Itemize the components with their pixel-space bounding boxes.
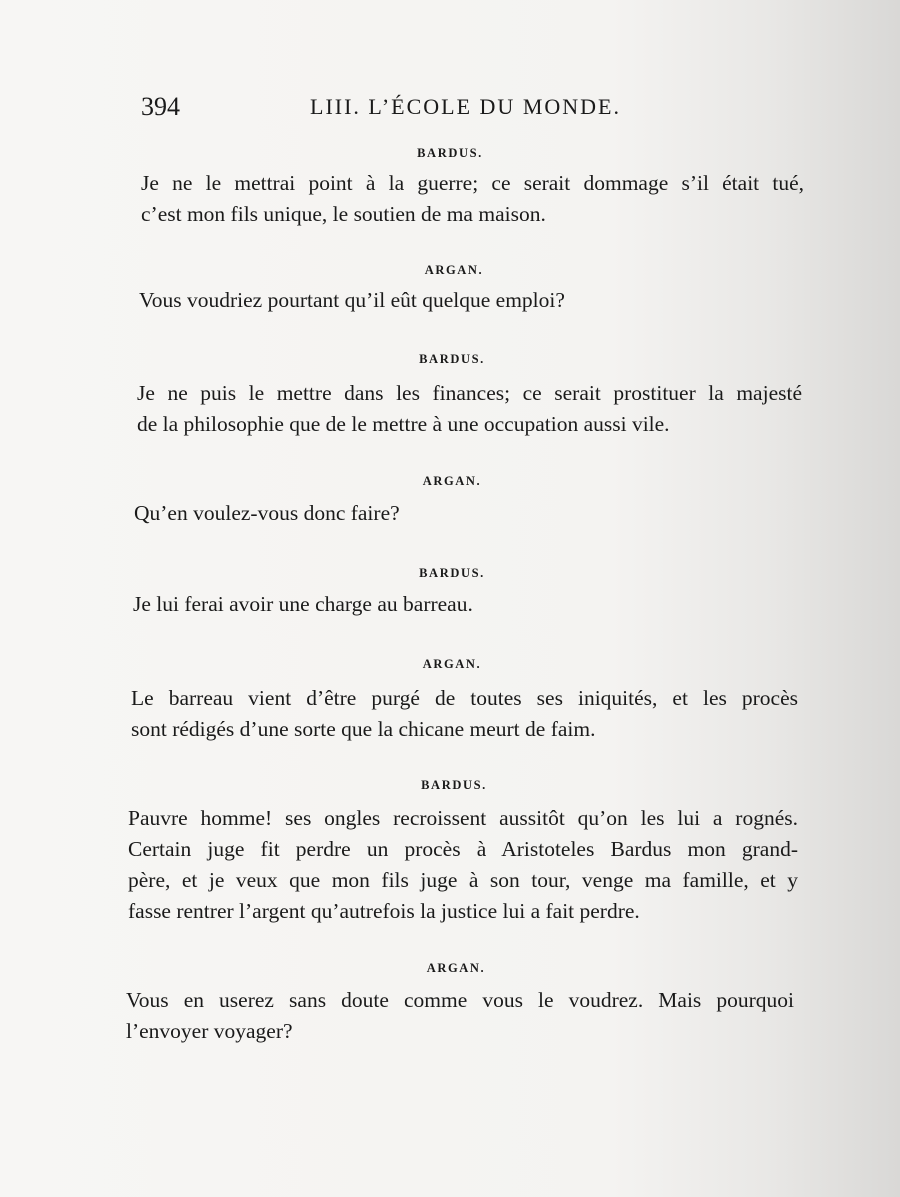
speaker-name: ARGAN. xyxy=(422,474,482,488)
speech-line: Certain juge fit perdre un procès à Aristoteles Bardus mon grand- xyxy=(128,837,798,861)
speech-text xyxy=(128,803,798,927)
speech-line: c’est mon fils unique, le soutien de ma maison. xyxy=(141,202,546,226)
running-title: LIII. L’ÉCOLE DU MONDE. xyxy=(310,94,621,119)
speech-line: de la philosophie que de le mettre à une occupation aussi vile. xyxy=(137,412,670,436)
speech-text xyxy=(141,168,804,230)
speaker-name: ARGAN. xyxy=(424,263,484,277)
speech-line: Je lui ferai avoir une charge au barreau. xyxy=(133,592,473,616)
speech-line: sont rédigés d’une sorte que la chicane meurt de faim. xyxy=(131,717,596,741)
speech-text xyxy=(139,285,565,316)
speech-text xyxy=(126,985,794,1047)
speech-text xyxy=(137,378,802,440)
speech-line: Vous voudriez pourtant qu’il eût quelque emploi? xyxy=(139,288,565,312)
speech-line: Je ne puis le mettre dans les finances; ce serait prostituer la majesté xyxy=(137,381,802,405)
speaker-name: BARDUS. xyxy=(419,352,485,366)
speech-line: Qu’en voulez-vous donc faire? xyxy=(134,501,400,525)
speech-line: Vous en userez sans doute comme vous le voudrez. Mais pourquoi xyxy=(126,988,794,1012)
speech-text xyxy=(134,498,400,529)
speaker-name: BARDUS. xyxy=(419,566,485,580)
speech-line: père, et je veux que mon fils juge à son tour, venge ma famille, et y xyxy=(128,868,798,892)
speech-line: l’envoyer voyager? xyxy=(126,1019,293,1043)
speaker-name: ARGAN. xyxy=(426,961,486,975)
speech-line: fasse rentrer l’argent qu’autrefois la justice lui a fait perdre. xyxy=(128,899,640,923)
speech-text xyxy=(131,683,798,745)
speech-line: Le barreau vient d’être purgé de toutes ses iniquités, et les procès xyxy=(131,686,798,710)
speaker-name: BARDUS. xyxy=(417,146,483,160)
speech-text xyxy=(133,589,473,620)
speech-line: Je ne le mettrai point à la guerre; ce serait dommage s’il était tué, xyxy=(141,171,804,195)
speech-line: Pauvre homme! ses ongles recroissent aussitôt qu’on les lui a rognés. xyxy=(128,806,798,830)
page-number: 394 xyxy=(141,92,180,121)
speaker-name: BARDUS. xyxy=(421,778,487,792)
speaker-name: ARGAN. xyxy=(422,657,482,671)
